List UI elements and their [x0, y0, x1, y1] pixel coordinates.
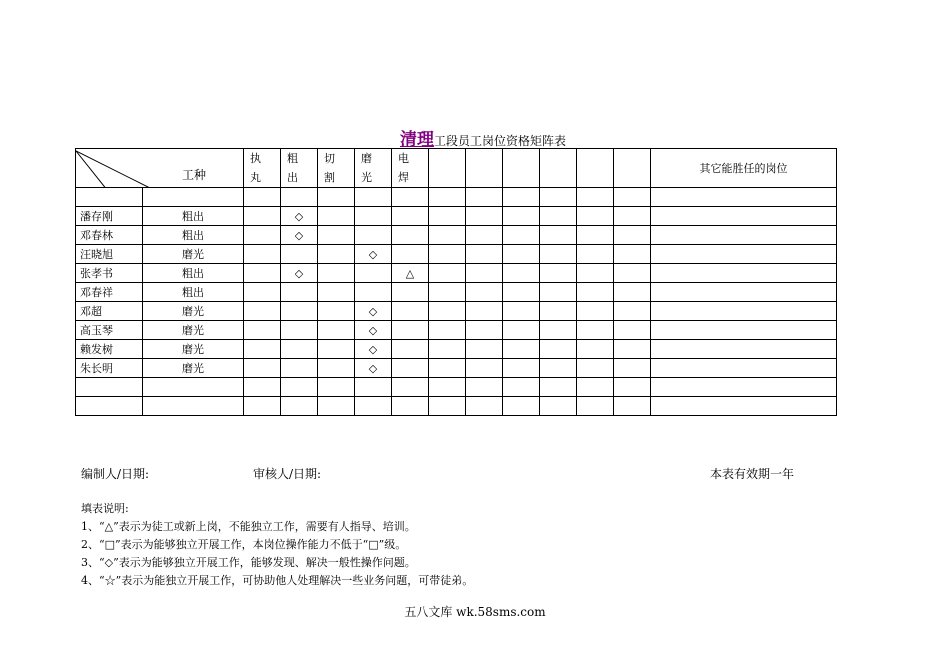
current-position: 粗出 — [143, 207, 244, 226]
other-positions-cell — [651, 321, 837, 340]
skill-mark-cell — [577, 397, 614, 416]
skill-mark-cell — [466, 397, 503, 416]
note-item: 1、“△”表示为徒工或新上岗，不能独立工作，需要有人指导、培训。 — [81, 520, 416, 533]
skill-mark-cell: ◇ — [355, 359, 392, 378]
skill-mark-cell — [540, 302, 577, 321]
skill-mark-cell — [281, 321, 318, 340]
validity-note: 本表有效期一年 — [710, 467, 795, 481]
table-title — [0, 125, 950, 150]
skill-mark-cell: ◇ — [355, 245, 392, 264]
skill-mark-cell — [503, 264, 540, 283]
skill-mark-cell — [244, 359, 281, 378]
employee-name — [76, 397, 143, 416]
skill-mark-cell — [503, 188, 540, 207]
skill-mark-cell: ◇ — [281, 226, 318, 245]
skill-mark-cell — [466, 302, 503, 321]
op-header-4: 磨 光 — [355, 149, 392, 188]
skill-mark-cell — [355, 397, 392, 416]
skill-mark-cell — [281, 302, 318, 321]
skill-mark-cell — [318, 378, 355, 397]
skill-mark-cell — [577, 264, 614, 283]
skill-mark-cell: ◇ — [355, 302, 392, 321]
skill-mark-cell — [614, 226, 651, 245]
skill-mark-cell — [318, 359, 355, 378]
table-row — [76, 340, 837, 359]
skill-mark-cell — [503, 226, 540, 245]
employee-name: 朱长明 — [76, 359, 143, 378]
note-item: 4、“☆”表示为能独立开展工作，可协助他人处理解决一些业务问题，可带徒弟。 — [81, 574, 474, 587]
skill-mark-cell — [392, 397, 429, 416]
skill-mark-cell — [244, 226, 281, 245]
skill-mark-cell — [244, 378, 281, 397]
employee-name: 赖发树 — [76, 340, 143, 359]
skill-mark-cell — [540, 245, 577, 264]
skill-mark-cell — [429, 245, 466, 264]
watermark: 五八文库 wk.58sms.com — [404, 605, 546, 619]
employee-name: 高玉琴 — [76, 321, 143, 340]
skill-mark-cell — [466, 283, 503, 302]
fill-instructions — [81, 500, 473, 590]
skill-mark-cell: ◇ — [355, 321, 392, 340]
op-header-5: 电 焊 — [392, 149, 429, 188]
employee-name: 汪晓旭 — [76, 245, 143, 264]
skill-mark-cell — [503, 321, 540, 340]
skill-mark-cell — [392, 226, 429, 245]
current-position: 粗出 — [143, 226, 244, 245]
skill-mark-cell — [429, 226, 466, 245]
skill-mark-cell — [503, 207, 540, 226]
skill-mark-cell — [503, 283, 540, 302]
skill-mark-cell — [503, 245, 540, 264]
skill-mark-cell — [244, 207, 281, 226]
other-positions-cell — [651, 245, 837, 264]
skill-mark-cell — [392, 302, 429, 321]
skill-mark-cell — [355, 207, 392, 226]
skill-mark-cell — [244, 264, 281, 283]
skill-mark-cell — [614, 302, 651, 321]
skill-mark-cell — [540, 340, 577, 359]
skill-mark-cell — [392, 378, 429, 397]
blank-row — [76, 397, 837, 416]
other-positions-cell — [651, 188, 837, 207]
skill-mark-cell — [577, 283, 614, 302]
employee-name — [76, 188, 143, 207]
skill-mark-cell — [466, 207, 503, 226]
skill-mark-cell — [614, 188, 651, 207]
skill-mark-cell — [614, 359, 651, 378]
skill-mark-cell — [614, 283, 651, 302]
skill-mark-cell — [614, 321, 651, 340]
skill-mark-cell — [355, 283, 392, 302]
skill-mark-cell — [503, 302, 540, 321]
skill-mark-cell — [318, 397, 355, 416]
current-position: 磨光 — [143, 321, 244, 340]
skill-mark-cell — [503, 397, 540, 416]
skill-mark-cell — [392, 245, 429, 264]
skill-mark-cell — [429, 378, 466, 397]
op-header-blank — [466, 149, 503, 188]
skill-mark-cell — [466, 264, 503, 283]
skill-mark-cell — [429, 264, 466, 283]
current-position: 磨光 — [143, 302, 244, 321]
skill-mark-cell — [614, 340, 651, 359]
employee-name: 邓超 — [76, 302, 143, 321]
table-row — [76, 264, 837, 283]
op-header-blank — [503, 149, 540, 188]
skill-mark-cell — [577, 378, 614, 397]
skill-mark-cell — [318, 321, 355, 340]
employee-name — [76, 378, 143, 397]
skill-mark-cell — [392, 188, 429, 207]
skill-mark-cell — [577, 226, 614, 245]
header-row — [76, 149, 837, 188]
skill-mark-cell — [503, 340, 540, 359]
skill-mark-cell — [429, 188, 466, 207]
skill-mark-cell — [392, 340, 429, 359]
op-header-2: 粗 出 — [281, 149, 318, 188]
skill-mark-cell — [577, 302, 614, 321]
other-positions-cell — [651, 340, 837, 359]
skill-mark-cell — [392, 359, 429, 378]
skill-mark-cell — [577, 321, 614, 340]
skill-mark-cell — [392, 207, 429, 226]
op-header-blank — [540, 149, 577, 188]
skill-mark-cell — [392, 321, 429, 340]
skill-mark-cell — [614, 378, 651, 397]
note-item: 3、“◇”表示为能够独立开展工作，能够发现、解决一般性操作问题。 — [81, 556, 416, 569]
title-department: 清理 — [399, 130, 434, 150]
skill-mark-cell — [355, 378, 392, 397]
skill-mark-cell: ◇ — [281, 207, 318, 226]
skill-mark-cell — [355, 188, 392, 207]
current-position — [143, 378, 244, 397]
qualification-matrix — [75, 148, 837, 416]
skill-mark-cell — [355, 226, 392, 245]
other-positions-header: 其它能胜任的岗位 — [651, 149, 837, 188]
skill-mark-cell — [577, 340, 614, 359]
skill-mark-cell — [281, 378, 318, 397]
other-positions-cell — [651, 264, 837, 283]
employee-name: 潘存刚 — [76, 207, 143, 226]
current-position — [143, 188, 244, 207]
reviewer-date: 审核人/日期: — [253, 467, 322, 481]
skill-mark-cell — [281, 283, 318, 302]
skill-mark-cell — [429, 340, 466, 359]
skill-mark-cell — [244, 321, 281, 340]
skill-mark-cell — [244, 283, 281, 302]
table-row — [76, 245, 837, 264]
skill-mark-cell — [466, 245, 503, 264]
skill-mark-cell — [429, 302, 466, 321]
skill-mark-cell — [281, 340, 318, 359]
op-header-3: 切 割 — [318, 149, 355, 188]
skill-mark-cell — [244, 302, 281, 321]
current-position: 磨光 — [143, 359, 244, 378]
diagonal-lines — [76, 149, 244, 188]
current-position: 粗出 — [143, 283, 244, 302]
compiler-date: 编制人/日期: — [81, 467, 150, 481]
skill-mark-cell — [318, 226, 355, 245]
skill-mark-cell — [466, 359, 503, 378]
skill-mark-cell — [614, 397, 651, 416]
skill-mark-cell: ◇ — [355, 340, 392, 359]
table-row — [76, 207, 837, 226]
skill-mark-cell — [540, 264, 577, 283]
other-positions-cell — [651, 207, 837, 226]
current-position: 磨光 — [143, 340, 244, 359]
skill-mark-cell — [318, 264, 355, 283]
skill-mark-cell — [503, 359, 540, 378]
other-positions-cell — [651, 359, 837, 378]
other-positions-cell — [651, 283, 837, 302]
skill-mark-cell — [429, 283, 466, 302]
skill-mark-cell — [540, 359, 577, 378]
skill-mark-cell — [466, 226, 503, 245]
skill-mark-cell — [244, 188, 281, 207]
current-position: 磨光 — [143, 245, 244, 264]
skill-mark-cell — [614, 245, 651, 264]
skill-mark-cell: ◇ — [281, 264, 318, 283]
employee-name: 邓春祥 — [76, 283, 143, 302]
skill-mark-cell — [318, 245, 355, 264]
skill-mark-cell — [355, 264, 392, 283]
table-row — [76, 283, 837, 302]
skill-mark-cell — [244, 397, 281, 416]
skill-mark-cell — [540, 226, 577, 245]
current-position — [143, 397, 244, 416]
employee-name: 张孝书 — [76, 264, 143, 283]
skill-mark-cell — [318, 302, 355, 321]
skill-mark-cell — [281, 359, 318, 378]
blank-row — [76, 378, 837, 397]
skill-mark-cell — [503, 378, 540, 397]
skill-mark-cell — [244, 340, 281, 359]
work-type-label: 工种 — [182, 168, 207, 182]
op-header-1: 执 丸 — [244, 149, 281, 188]
skill-mark-cell — [281, 245, 318, 264]
skill-mark-cell — [429, 359, 466, 378]
op-header-blank — [429, 149, 466, 188]
other-positions-cell — [651, 378, 837, 397]
skill-mark-cell — [577, 207, 614, 226]
skill-mark-cell — [466, 378, 503, 397]
skill-mark-cell: △ — [392, 264, 429, 283]
skill-mark-cell — [540, 207, 577, 226]
skill-mark-cell — [318, 207, 355, 226]
other-positions-cell — [651, 302, 837, 321]
blank-row — [76, 188, 837, 207]
title-text: 工段员工岗位资格矩阵表 — [433, 134, 566, 148]
other-positions-cell — [651, 226, 837, 245]
table-row — [76, 226, 837, 245]
skill-mark-cell — [540, 397, 577, 416]
skill-mark-cell — [244, 245, 281, 264]
skill-mark-cell — [318, 188, 355, 207]
skill-mark-cell — [466, 321, 503, 340]
skill-mark-cell — [577, 245, 614, 264]
op-header-blank — [614, 149, 651, 188]
diagonal-header-cell — [76, 149, 244, 188]
skill-mark-cell — [540, 188, 577, 207]
skill-mark-cell — [577, 359, 614, 378]
skill-mark-cell — [466, 340, 503, 359]
other-positions-cell — [651, 397, 837, 416]
skill-mark-cell — [318, 283, 355, 302]
table-row — [76, 302, 837, 321]
skill-mark-cell — [281, 397, 318, 416]
current-position: 粗出 — [143, 264, 244, 283]
skill-mark-cell — [429, 207, 466, 226]
skill-mark-cell — [540, 283, 577, 302]
skill-mark-cell — [429, 397, 466, 416]
skill-mark-cell — [577, 188, 614, 207]
skill-mark-cell — [281, 188, 318, 207]
skill-mark-cell — [540, 321, 577, 340]
skill-mark-cell — [466, 188, 503, 207]
employee-name: 邓春林 — [76, 226, 143, 245]
skill-mark-cell — [614, 264, 651, 283]
table-row — [76, 359, 837, 378]
skill-mark-cell — [392, 283, 429, 302]
op-header-blank — [577, 149, 614, 188]
skill-mark-cell — [318, 340, 355, 359]
note-item: 2、“□”表示为能够独立开展工作，本岗位操作能力不低于“□”级。 — [81, 538, 407, 551]
notes-heading: 填表说明: — [81, 502, 129, 515]
table-row — [76, 321, 837, 340]
skill-mark-cell — [614, 207, 651, 226]
skill-mark-cell — [540, 378, 577, 397]
skill-mark-cell — [429, 321, 466, 340]
